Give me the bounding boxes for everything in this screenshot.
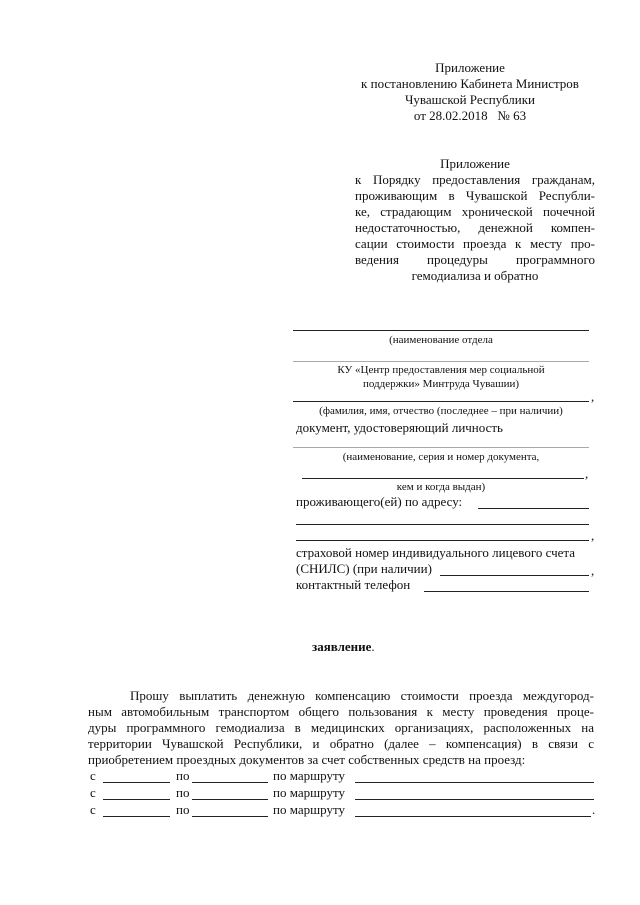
title-period: . bbox=[371, 639, 375, 654]
route-field[interactable] bbox=[355, 782, 594, 783]
appendix-title: Приложение bbox=[440, 156, 510, 171]
route-from-label: с bbox=[90, 785, 96, 800]
appendix-ref-line: к постановлению Кабинета Министров bbox=[361, 76, 579, 91]
fio-blank-line[interactable] bbox=[293, 401, 589, 402]
appendix-title: Приложение bbox=[435, 60, 505, 75]
snils-label: (СНИЛС) (при наличии) bbox=[296, 561, 432, 576]
final-period: . bbox=[592, 802, 596, 817]
body-line: ным автомобильным транспортом общего пользования к месту проведения проце- bbox=[88, 704, 594, 719]
route-to-date-field[interactable] bbox=[192, 816, 268, 817]
route-from-date-field[interactable] bbox=[103, 782, 170, 783]
route-to-date-field[interactable] bbox=[192, 799, 268, 800]
route-field[interactable] bbox=[355, 816, 591, 817]
body-line: территории Чувашской Республики, и обратно (далее – компенсация) в связи с bbox=[88, 736, 594, 751]
appendix-desc-line: проживающим в Чувашской Республи- bbox=[355, 188, 595, 203]
comma: , bbox=[585, 466, 589, 481]
phone-label: контактный телефон bbox=[296, 577, 411, 592]
appendix-desc-line: ведения процедуры программного bbox=[355, 252, 595, 267]
body-line: приобретением проездных документов за счет собственных средств на проезд: bbox=[88, 752, 526, 767]
application-title bbox=[312, 639, 375, 655]
snils-label: страховой номер индивидуального лицевого счета bbox=[296, 545, 576, 560]
body-line: дуры программного гемодиализа в медицинских организациях, расположенных на bbox=[88, 720, 594, 735]
issued-caption: кем и когда выдан) bbox=[396, 481, 486, 493]
route-label: по маршруту bbox=[273, 802, 345, 817]
address-label: проживающего(ей) по адресу: bbox=[296, 494, 463, 509]
fio-caption: (фамилия, имя, отчество (последнее – при наличии) bbox=[319, 405, 563, 417]
route-from-date-field[interactable] bbox=[103, 816, 170, 817]
route-to-label: по bbox=[176, 802, 190, 817]
identity-document-label: документ, удостоверяющий личность bbox=[296, 420, 503, 435]
department-blank-line[interactable] bbox=[293, 330, 589, 331]
document-blank-line[interactable] bbox=[293, 447, 589, 448]
route-to-label: по bbox=[176, 785, 190, 800]
phone-field[interactable] bbox=[424, 591, 589, 592]
appendix-desc-line: к Порядку предоставления гражданам, bbox=[355, 172, 595, 187]
route-from-date-field[interactable] bbox=[103, 799, 170, 800]
appendix-desc-line: недостаточностью, денежной компен- bbox=[355, 220, 595, 235]
comma: , bbox=[591, 528, 595, 543]
document-caption: (наименование, серия и номер документа, bbox=[342, 451, 540, 463]
address-field[interactable] bbox=[296, 540, 589, 541]
address-field[interactable] bbox=[296, 524, 589, 525]
issued-blank-line[interactable] bbox=[302, 478, 584, 479]
organization-name-line: КУ «Центр предоставления мер социальной bbox=[337, 364, 545, 376]
organization-name-line: поддержки» Минтруда Чувашии) bbox=[362, 378, 520, 390]
comma: , bbox=[591, 389, 595, 404]
address-field[interactable] bbox=[478, 508, 589, 509]
appendix-desc-line: ке, страдающим хронической почечной bbox=[355, 204, 595, 219]
comma: , bbox=[591, 563, 595, 578]
appendix-desc-line: сации стоимости проезда к месту про- bbox=[355, 236, 595, 251]
route-from-label: с bbox=[90, 768, 96, 783]
route-to-date-field[interactable] bbox=[192, 782, 268, 783]
department-blank-line[interactable] bbox=[293, 361, 589, 362]
route-label: по маршруту bbox=[273, 768, 345, 783]
appendix-date-number: от 28.02.2018 № 63 bbox=[413, 108, 527, 123]
route-from-label: с bbox=[90, 802, 96, 817]
appendix-ref-line: Чувашской Республики bbox=[404, 92, 536, 107]
appendix-desc-line: гемодиализа и обратно bbox=[411, 268, 539, 283]
body-line: Прошу выплатить денежную компенсацию стоимости проезда междугород- bbox=[130, 688, 594, 703]
department-caption: (наименование отдела bbox=[389, 334, 493, 346]
route-field[interactable] bbox=[355, 799, 594, 800]
route-to-label: по bbox=[176, 768, 190, 783]
snils-field[interactable] bbox=[440, 575, 589, 576]
application-title-word: заявление bbox=[312, 639, 372, 654]
route-label: по маршруту bbox=[273, 785, 345, 800]
